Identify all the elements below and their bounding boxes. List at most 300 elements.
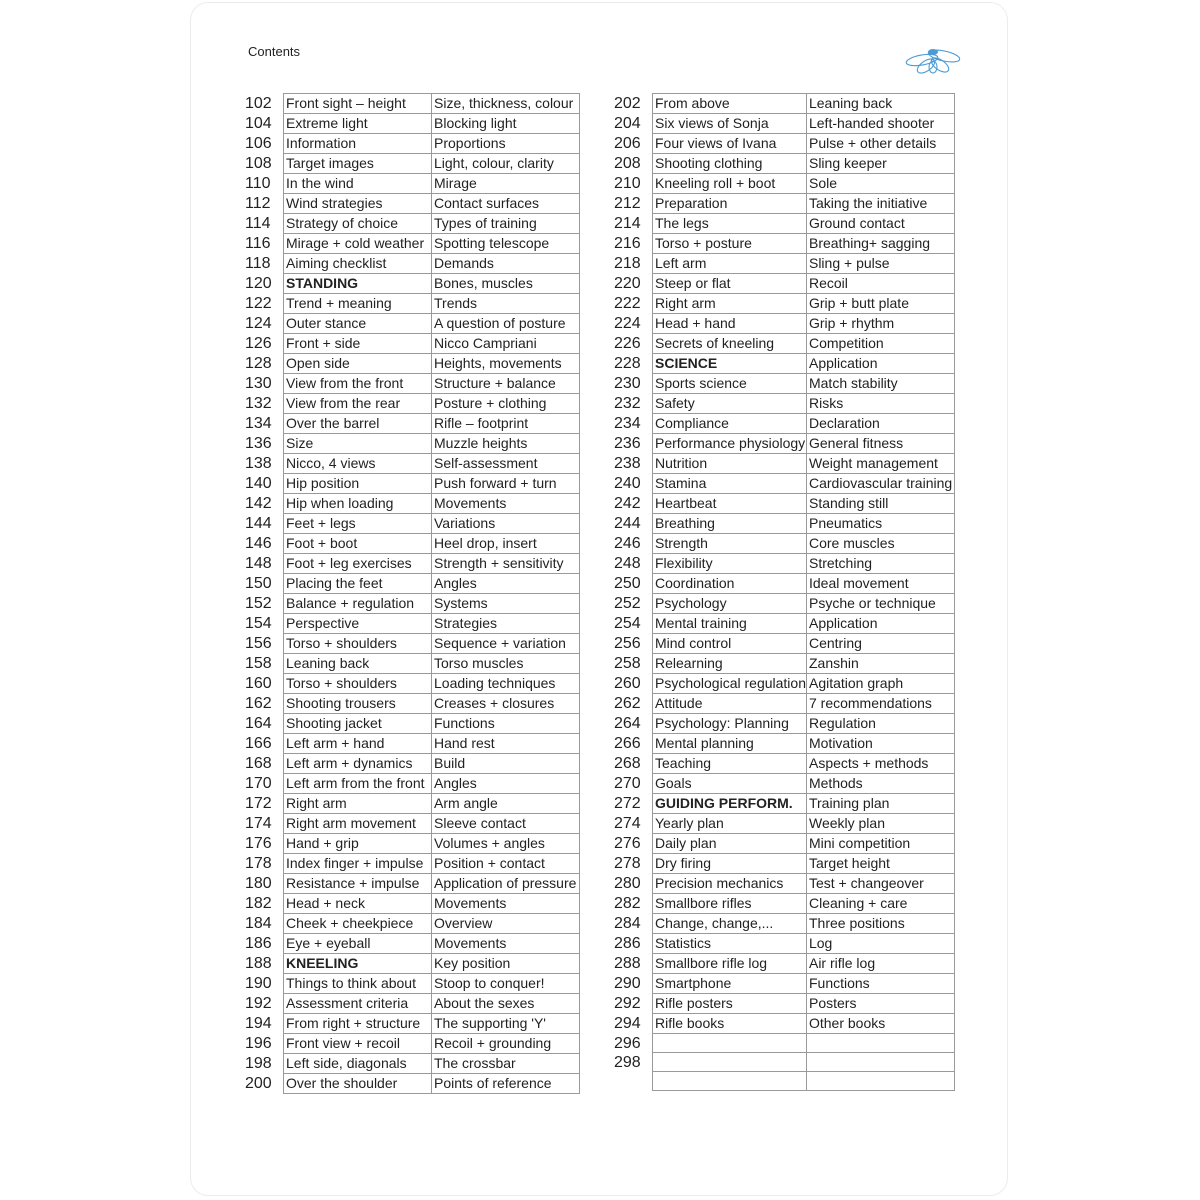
topic-primary: Change, change,... [653,914,807,934]
topic-primary: Mental planning [653,734,807,754]
topic-secondary: Angles [432,774,580,794]
topic-primary: Relearning [653,654,807,674]
topic-secondary: Light, colour, clarity [432,154,580,174]
topic-secondary: Core muscles [806,534,954,554]
topic-primary: Extreme light [284,114,432,134]
topic-primary: Assessment criteria [284,994,432,1014]
table-row [613,94,954,114]
topic-primary: Four views of Ivana [653,134,807,154]
page-number: 134 [245,415,272,432]
page-number: 258 [614,655,641,672]
page-number: 288 [614,955,641,972]
page-number: 222 [614,295,641,312]
section-heading: KNEELING [284,954,432,974]
topic-secondary: Points of reference [432,1074,580,1094]
page-number: 254 [614,615,641,632]
page-number: 296 [614,1034,641,1052]
topic-secondary: Cleaning + care [806,894,954,914]
table-row [613,334,954,354]
table-row [244,254,580,274]
table-row [244,1014,580,1034]
topic-primary: Right arm [653,294,807,314]
topic-primary: Smartphone [653,974,807,994]
table-row [244,994,580,1014]
topic-secondary: Match stability [806,374,954,394]
page-number: 150 [245,575,272,592]
topic-secondary: The crossbar [432,1054,580,1074]
table-row [613,974,954,994]
table-row [613,994,954,1014]
topic-primary: Steep or flat [653,274,807,294]
topic-secondary: A question of posture [432,314,580,334]
topic-primary: Goals [653,774,807,794]
topic-secondary: Volumes + angles [432,834,580,854]
topic-primary: Cheek + cheekpiece [284,914,432,934]
page-number [613,1072,653,1091]
table-row [613,734,954,754]
table-row [244,794,580,814]
topic-secondary: Strength + sensitivity [432,554,580,574]
page-number: 282 [614,895,641,912]
topic-secondary: Proportions [432,134,580,154]
topic-primary: Yearly plan [653,814,807,834]
topic-primary: Mental training [653,614,807,634]
topic-primary: Placing the feet [284,574,432,594]
table-row [244,834,580,854]
topic-secondary: Spotting telescope [432,234,580,254]
page-number: 188 [245,955,272,972]
topic-primary: Torso + posture [653,234,807,254]
page-number: 154 [245,615,272,632]
page-number: 170 [245,775,272,792]
topic-primary: Torso + shoulders [284,634,432,654]
table-row [244,374,580,394]
table-row [613,374,954,394]
topic-primary: Shooting clothing [653,154,807,174]
page-number: 196 [245,1035,272,1052]
topic-primary: From above [653,94,807,114]
topic-secondary: Breathing+ sagging [806,234,954,254]
page-number: 200 [245,1075,272,1092]
topic-secondary: Application [806,354,954,374]
table-row [613,114,954,134]
table-row [613,794,954,814]
table-row [244,734,580,754]
table-row [244,954,580,974]
table-row [244,854,580,874]
page-number: 168 [245,755,272,772]
topic-primary: Information [284,134,432,154]
topic-primary: Trend + meaning [284,294,432,314]
section-heading: STANDING [284,274,432,294]
table-row [244,174,580,194]
section-heading: SCIENCE [653,354,807,374]
page-number: 174 [245,815,272,832]
table-row [244,894,580,914]
topic-primary: Over the shoulder [284,1074,432,1094]
table-row [244,494,580,514]
topic-secondary: Muzzle heights [432,434,580,454]
topic-secondary: Test + changeover [806,874,954,894]
table-row [244,934,580,954]
page-number: 264 [614,715,641,732]
page-number: 228 [614,355,641,372]
table-row [613,214,954,234]
table-row [244,814,580,834]
topic-primary: Strategy of choice [284,214,432,234]
topic-secondary [806,1053,954,1072]
table-row [613,774,954,794]
topic-primary: Resistance + impulse [284,874,432,894]
page-number: 146 [245,535,272,552]
topic-secondary: Air rifle log [806,954,954,974]
topic-primary: Size [284,434,432,454]
topic-secondary: Contact surfaces [432,194,580,214]
page-number: 294 [614,1015,641,1032]
topic-secondary: Movements [432,494,580,514]
page-number: 204 [614,115,641,132]
page-number: 218 [614,255,641,272]
topic-primary: The legs [653,214,807,234]
page-number: 284 [614,915,641,932]
topic-secondary: Aspects + methods [806,754,954,774]
topic-primary: Left side, diagonals [284,1054,432,1074]
topic-secondary: Application of pressure [432,874,580,894]
table-row [613,394,954,414]
topic-secondary: Functions [806,974,954,994]
table-row [244,194,580,214]
topic-primary: Front + side [284,334,432,354]
topic-secondary: Regulation [806,714,954,734]
page-number: 272 [614,795,641,812]
page-number: 122 [245,295,272,312]
topic-primary: Smallbore rifles [653,894,807,914]
topic-secondary: Size, thickness, colour [432,94,580,114]
topic-secondary: Nicco Campriani [432,334,580,354]
topic-secondary: Sling + pulse [806,254,954,274]
topic-primary: Feet + legs [284,514,432,534]
topic-secondary: Centring [806,634,954,654]
topic-secondary: Methods [806,774,954,794]
table-row [244,214,580,234]
topic-secondary: Angles [432,574,580,594]
topic-secondary: Sling keeper [806,154,954,174]
page-number: 280 [614,875,641,892]
topic-secondary: Training plan [806,794,954,814]
page-number: 144 [245,515,272,532]
page-number: 198 [245,1055,272,1072]
page-number: 206 [614,135,641,152]
page-number: 162 [245,695,272,712]
page-number: 220 [614,275,641,292]
topic-secondary: Psyche or technique [806,594,954,614]
topic-secondary: Posters [806,994,954,1014]
page-number: 202 [614,95,641,112]
table-row [613,714,954,734]
table-row [613,454,954,474]
page-number: 224 [614,315,641,332]
topic-secondary: Heel drop, insert [432,534,580,554]
topic-primary: Statistics [653,934,807,954]
topic-secondary: Loading techniques [432,674,580,694]
page-number: 166 [245,735,272,752]
topic-secondary: Declaration [806,414,954,434]
topic-primary: Open side [284,354,432,374]
table-row [244,314,580,334]
flower-icon [902,44,964,74]
table-row [613,1014,954,1034]
page-number: 210 [614,175,641,192]
table-row [613,754,954,774]
table-row [613,814,954,834]
topic-secondary: Systems [432,594,580,614]
topic-primary: Coordination [653,574,807,594]
topic-secondary: Key position [432,954,580,974]
page-number: 186 [245,935,272,952]
page-number: 246 [614,535,641,552]
table-row [613,874,954,894]
page-number: 208 [614,155,641,172]
topic-primary: Left arm [653,254,807,274]
page-number: 244 [614,515,641,532]
table-row [613,894,954,914]
page-number: 124 [245,315,272,332]
topic-secondary: The supporting 'Y' [432,1014,580,1034]
table-row [244,94,580,114]
page-number: 114 [245,215,271,232]
topic-primary: Precision mechanics [653,874,807,894]
table-row [613,574,954,594]
table-row [613,274,954,294]
topic-primary: Foot + leg exercises [284,554,432,574]
table-row [244,1054,580,1074]
table-row [613,154,954,174]
topic-primary: Front view + recoil [284,1034,432,1054]
topic-secondary: Push forward + turn [432,474,580,494]
topic-primary: Outer stance [284,314,432,334]
topic-secondary: Self-assessment [432,454,580,474]
topic-secondary: Cardiovascular training [806,474,954,494]
topic-secondary [806,1034,954,1053]
table-row [613,434,954,454]
section-heading: GUIDING PERFORM. [653,794,807,814]
table-row [244,534,580,554]
table-row [613,1034,954,1053]
table-row [244,454,580,474]
topic-primary: Attitude [653,694,807,714]
topic-secondary: Three positions [806,914,954,934]
table-row [244,714,580,734]
page-number: 126 [245,335,272,352]
topic-primary: Foot + boot [284,534,432,554]
page-number: 120 [245,275,272,292]
topic-primary: Over the barrel [284,414,432,434]
table-row [244,974,580,994]
topic-secondary: Bones, muscles [432,274,580,294]
table-row [244,514,580,534]
table-row [244,614,580,634]
page-number: 212 [614,195,641,212]
topic-secondary: Leaning back [806,94,954,114]
table-row [244,134,580,154]
topic-secondary: Strategies [432,614,580,634]
topic-secondary: Mini competition [806,834,954,854]
page-number: 260 [614,675,641,692]
page-number: 250 [614,575,641,592]
topic-secondary: Recoil + grounding [432,1034,580,1054]
topic-primary: Safety [653,394,807,414]
table-row [613,654,954,674]
table-row [613,414,954,434]
topic-secondary: Pneumatics [806,514,954,534]
topic-secondary: Types of training [432,214,580,234]
topic-secondary: Stretching [806,554,954,574]
table-row [613,934,954,954]
page-number: 262 [614,695,641,712]
topic-primary: Dry firing [653,854,807,874]
topic-secondary: Mirage [432,174,580,194]
topic-primary: Sports science [653,374,807,394]
table-row [244,1034,580,1054]
page-number: 194 [245,1015,272,1032]
page-number: 112 [245,195,271,212]
table-row [244,294,580,314]
page-number: 270 [614,775,641,792]
table-row [244,914,580,934]
topic-secondary: Log [806,934,954,954]
page-number: 164 [245,715,272,732]
topic-primary: Balance + regulation [284,594,432,614]
page-number: 138 [245,455,272,472]
topic-secondary: Torso muscles [432,654,580,674]
page-number: 276 [614,835,641,852]
topic-secondary: Standing still [806,494,954,514]
page-number: 298 [614,1053,641,1071]
topic-secondary: Competition [806,334,954,354]
page-number: 182 [245,895,272,912]
topic-primary: Head + hand [653,314,807,334]
topic-secondary: Sequence + variation [432,634,580,654]
topic-secondary: Position + contact [432,854,580,874]
page-number: 242 [614,495,641,512]
page-number: 136 [245,435,272,452]
topic-primary: Leaning back [284,654,432,674]
page-number: 266 [614,735,641,752]
topic-secondary: About the sexes [432,994,580,1014]
topic-primary: Front sight – height [284,94,432,114]
topic-secondary: Weight management [806,454,954,474]
topic-secondary: Sleeve contact [432,814,580,834]
page-number: 176 [245,835,272,852]
table-row [613,914,954,934]
page-number: 274 [614,815,641,832]
table-row [613,174,954,194]
page-number: 102 [245,95,272,112]
topic-primary: Psychological regulation [653,674,807,694]
topic-primary: Torso + shoulders [284,674,432,694]
page-number: 140 [245,475,272,492]
page-number: 172 [245,795,272,812]
topic-primary: Left arm + dynamics [284,754,432,774]
topic-primary: Six views of Sonja [653,114,807,134]
topic-primary: Secrets of kneeling [653,334,807,354]
topic-primary: Daily plan [653,834,807,854]
page-number: 108 [245,155,272,172]
topic-secondary: Motivation [806,734,954,754]
topic-secondary: Heights, movements [432,354,580,374]
table-row [613,634,954,654]
table-row [613,134,954,154]
table-row [613,1072,954,1091]
topic-primary: In the wind [284,174,432,194]
page-number: 236 [614,435,641,452]
topic-secondary: 7 recommendations [806,694,954,714]
topic-primary: Compliance [653,414,807,434]
table-row [244,554,580,574]
topic-secondary: Other books [806,1014,954,1034]
table-row [244,634,580,654]
topic-secondary: Stoop to conquer! [432,974,580,994]
topic-primary: Shooting trousers [284,694,432,714]
topic-secondary: Grip + rhythm [806,314,954,334]
page-number: 160 [245,675,272,692]
table-row [244,434,580,454]
table-row [244,394,580,414]
topic-primary: Performance physiology [653,434,807,454]
page-number: 248 [614,555,641,572]
topic-secondary: Ideal movement [806,574,954,594]
topic-secondary [806,1072,954,1091]
page-number: 180 [245,875,272,892]
table-row [613,854,954,874]
page-number: 130 [245,375,272,392]
topic-secondary: Grip + butt plate [806,294,954,314]
topic-primary: Breathing [653,514,807,534]
table-row [244,874,580,894]
table-row [613,234,954,254]
topic-secondary: Creases + closures [432,694,580,714]
topic-primary: Nutrition [653,454,807,474]
topic-primary: Hip position [284,474,432,494]
table-row [613,354,954,374]
topic-secondary: Target height [806,854,954,874]
topic-secondary: Risks [806,394,954,414]
table-row [613,294,954,314]
topic-secondary: Demands [432,254,580,274]
table-row [613,254,954,274]
table-row [613,1053,954,1072]
topic-secondary: Recoil [806,274,954,294]
topic-primary: Hip when loading [284,494,432,514]
topic-secondary: Trends [432,294,580,314]
table-row [613,514,954,534]
table-row [613,834,954,854]
topic-secondary: Hand rest [432,734,580,754]
topic-secondary: Posture + clothing [432,394,580,414]
topic-secondary: Blocking light [432,114,580,134]
topic-primary: Psychology [653,594,807,614]
page-number: 148 [245,555,272,572]
topic-primary [653,1072,807,1091]
topic-primary: Head + neck [284,894,432,914]
topic-primary: Target images [284,154,432,174]
table-row [244,274,580,294]
table-row [244,574,580,594]
page-number: 158 [245,655,272,672]
page-number: 214 [614,215,641,232]
topic-secondary: Overview [432,914,580,934]
page-number: 152 [245,595,272,612]
